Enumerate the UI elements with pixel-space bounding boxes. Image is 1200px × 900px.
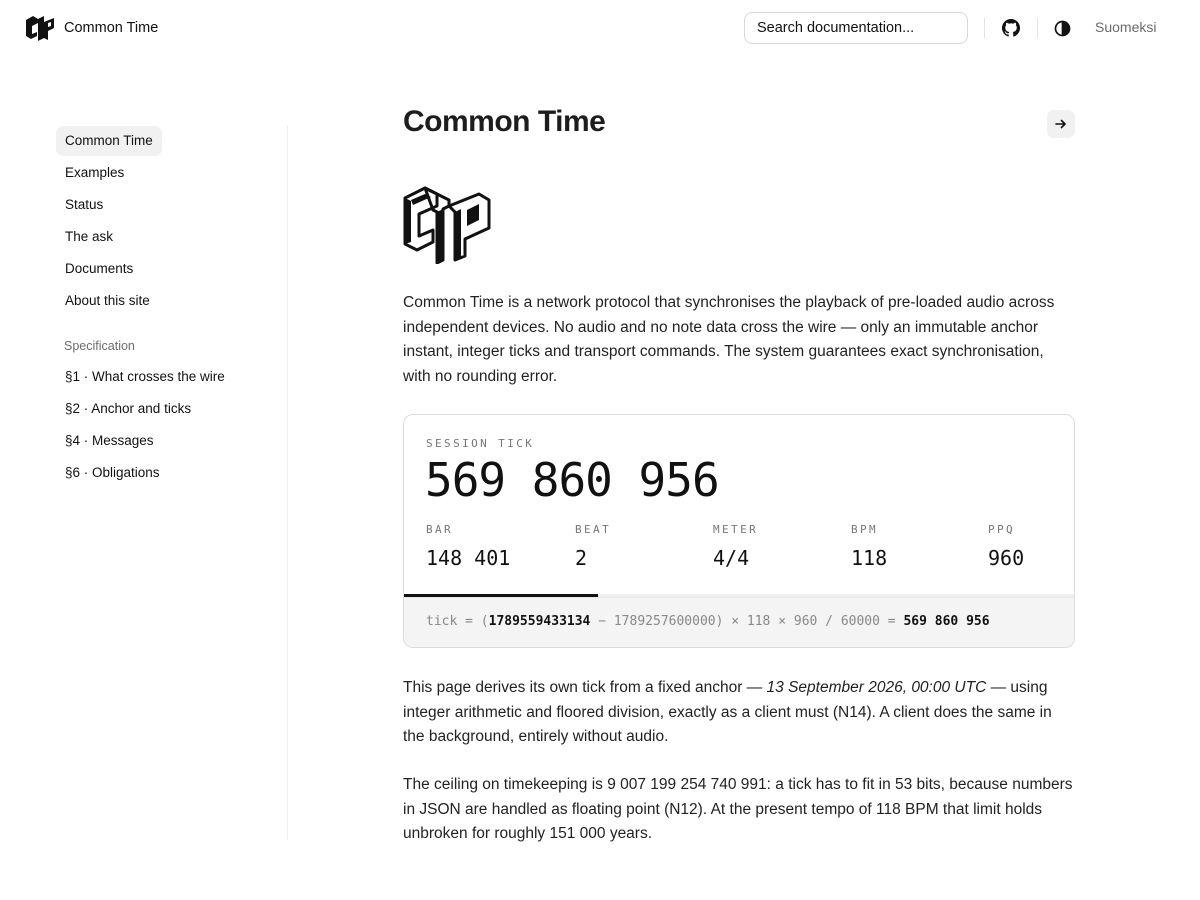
stat-value: 148 401 <box>426 546 511 570</box>
stat-value: 4/4 <box>713 546 750 570</box>
sidebar-item-the-ask[interactable]: The ask <box>65 229 114 244</box>
sidebar-section-title: Specification <box>64 339 135 353</box>
stat-value: 118 <box>851 546 888 570</box>
anchor-paragraph-end: — using integer arithmetic and floored division, exactly as a client must (N14). A client does the same in the background, entirely without audio. <box>403 679 1052 745</box>
common-time-logo-icon <box>403 184 491 264</box>
language-switch-link[interactable]: Suomeksi <box>1095 19 1157 35</box>
sidebar-item-spec-2[interactable]: §2 · Anchor and ticks <box>65 401 192 416</box>
common-time-logo-icon <box>24 14 56 42</box>
anchor-date: 13 September 2026, 00:00 UTC <box>766 679 987 696</box>
anchor-paragraph <box>403 676 1075 750</box>
anchor-paragraph-start: This page derives its own tick from a fixed anchor — <box>403 679 767 696</box>
formula-middle: − 1789257600000) × 118 × 960 / 60000 = <box>590 614 904 629</box>
next-page-button[interactable] <box>1047 110 1075 138</box>
formula-prefix: tick = ( <box>426 614 489 629</box>
stat-bar <box>426 523 510 570</box>
search-input[interactable] <box>744 12 968 44</box>
sidebar-item-documents[interactable]: Documents <box>65 261 134 276</box>
stat-ppq <box>988 523 1024 570</box>
session-tick-card <box>403 414 1075 648</box>
stat-label: BPM <box>851 523 879 536</box>
intro-paragraph: Common Time is a network protocol that synchronises the playback of pre-loaded audio across independent devices. No audio and no note data cross the wire — only an immutable anchor instant, integer ticks and transport commands. The system guarantees exact synchronisation, with no rounding error. <box>403 294 1055 385</box>
formula-now: 1789559433134 <box>488 614 591 629</box>
tick-formula <box>404 597 1075 648</box>
stat-value: 960 <box>988 546 1025 570</box>
sidebar-item-common-time[interactable]: Common Time <box>56 126 162 156</box>
stat-label: BAR <box>426 523 454 536</box>
formula-result: 569 860 956 <box>903 614 990 629</box>
stat-beat <box>575 523 611 570</box>
session-tick-value: 569 860 956 <box>425 453 719 507</box>
divider <box>984 18 985 38</box>
sidebar-item-examples[interactable]: Examples <box>65 165 125 180</box>
stat-label: BEAT <box>575 523 612 536</box>
github-icon[interactable] <box>1000 17 1022 39</box>
sidebar-item-about[interactable]: About this site <box>65 293 150 308</box>
sidebar-item-status[interactable]: Status <box>65 197 104 212</box>
brand-link[interactable] <box>24 14 158 42</box>
theme-toggle-icon[interactable] <box>1051 17 1073 39</box>
stat-meter <box>713 523 758 570</box>
top-bar <box>0 0 1200 56</box>
divider <box>1037 18 1038 38</box>
brand-name: Common Time <box>64 20 159 36</box>
sidebar-item-spec-6[interactable]: §6 · Obligations <box>65 465 160 480</box>
stat-bpm <box>851 523 887 570</box>
sidebar-item-spec-1[interactable]: §1 · What crosses the wire <box>65 369 225 384</box>
session-tick-label: SESSION TICK <box>426 437 535 450</box>
arrow-right-icon <box>1055 118 1067 130</box>
stat-value: 2 <box>575 546 588 570</box>
stat-label: METER <box>713 523 759 536</box>
main-content <box>403 100 1075 842</box>
page-title: Common Time <box>403 105 606 138</box>
ceiling-paragraph: The ceiling on timekeeping is 9 007 199 254 740 991: a tick has to fit in 53 bits, because numbers in JSON are handled as floating point (N12). At the present tempo of 118 BPM that limit holds unbroken for roughly 151 000 years. <box>403 776 1073 842</box>
stat-label: PPQ <box>988 523 1016 536</box>
sidebar <box>56 126 288 840</box>
sidebar-item-spec-4[interactable]: §4 · Messages <box>65 433 154 448</box>
